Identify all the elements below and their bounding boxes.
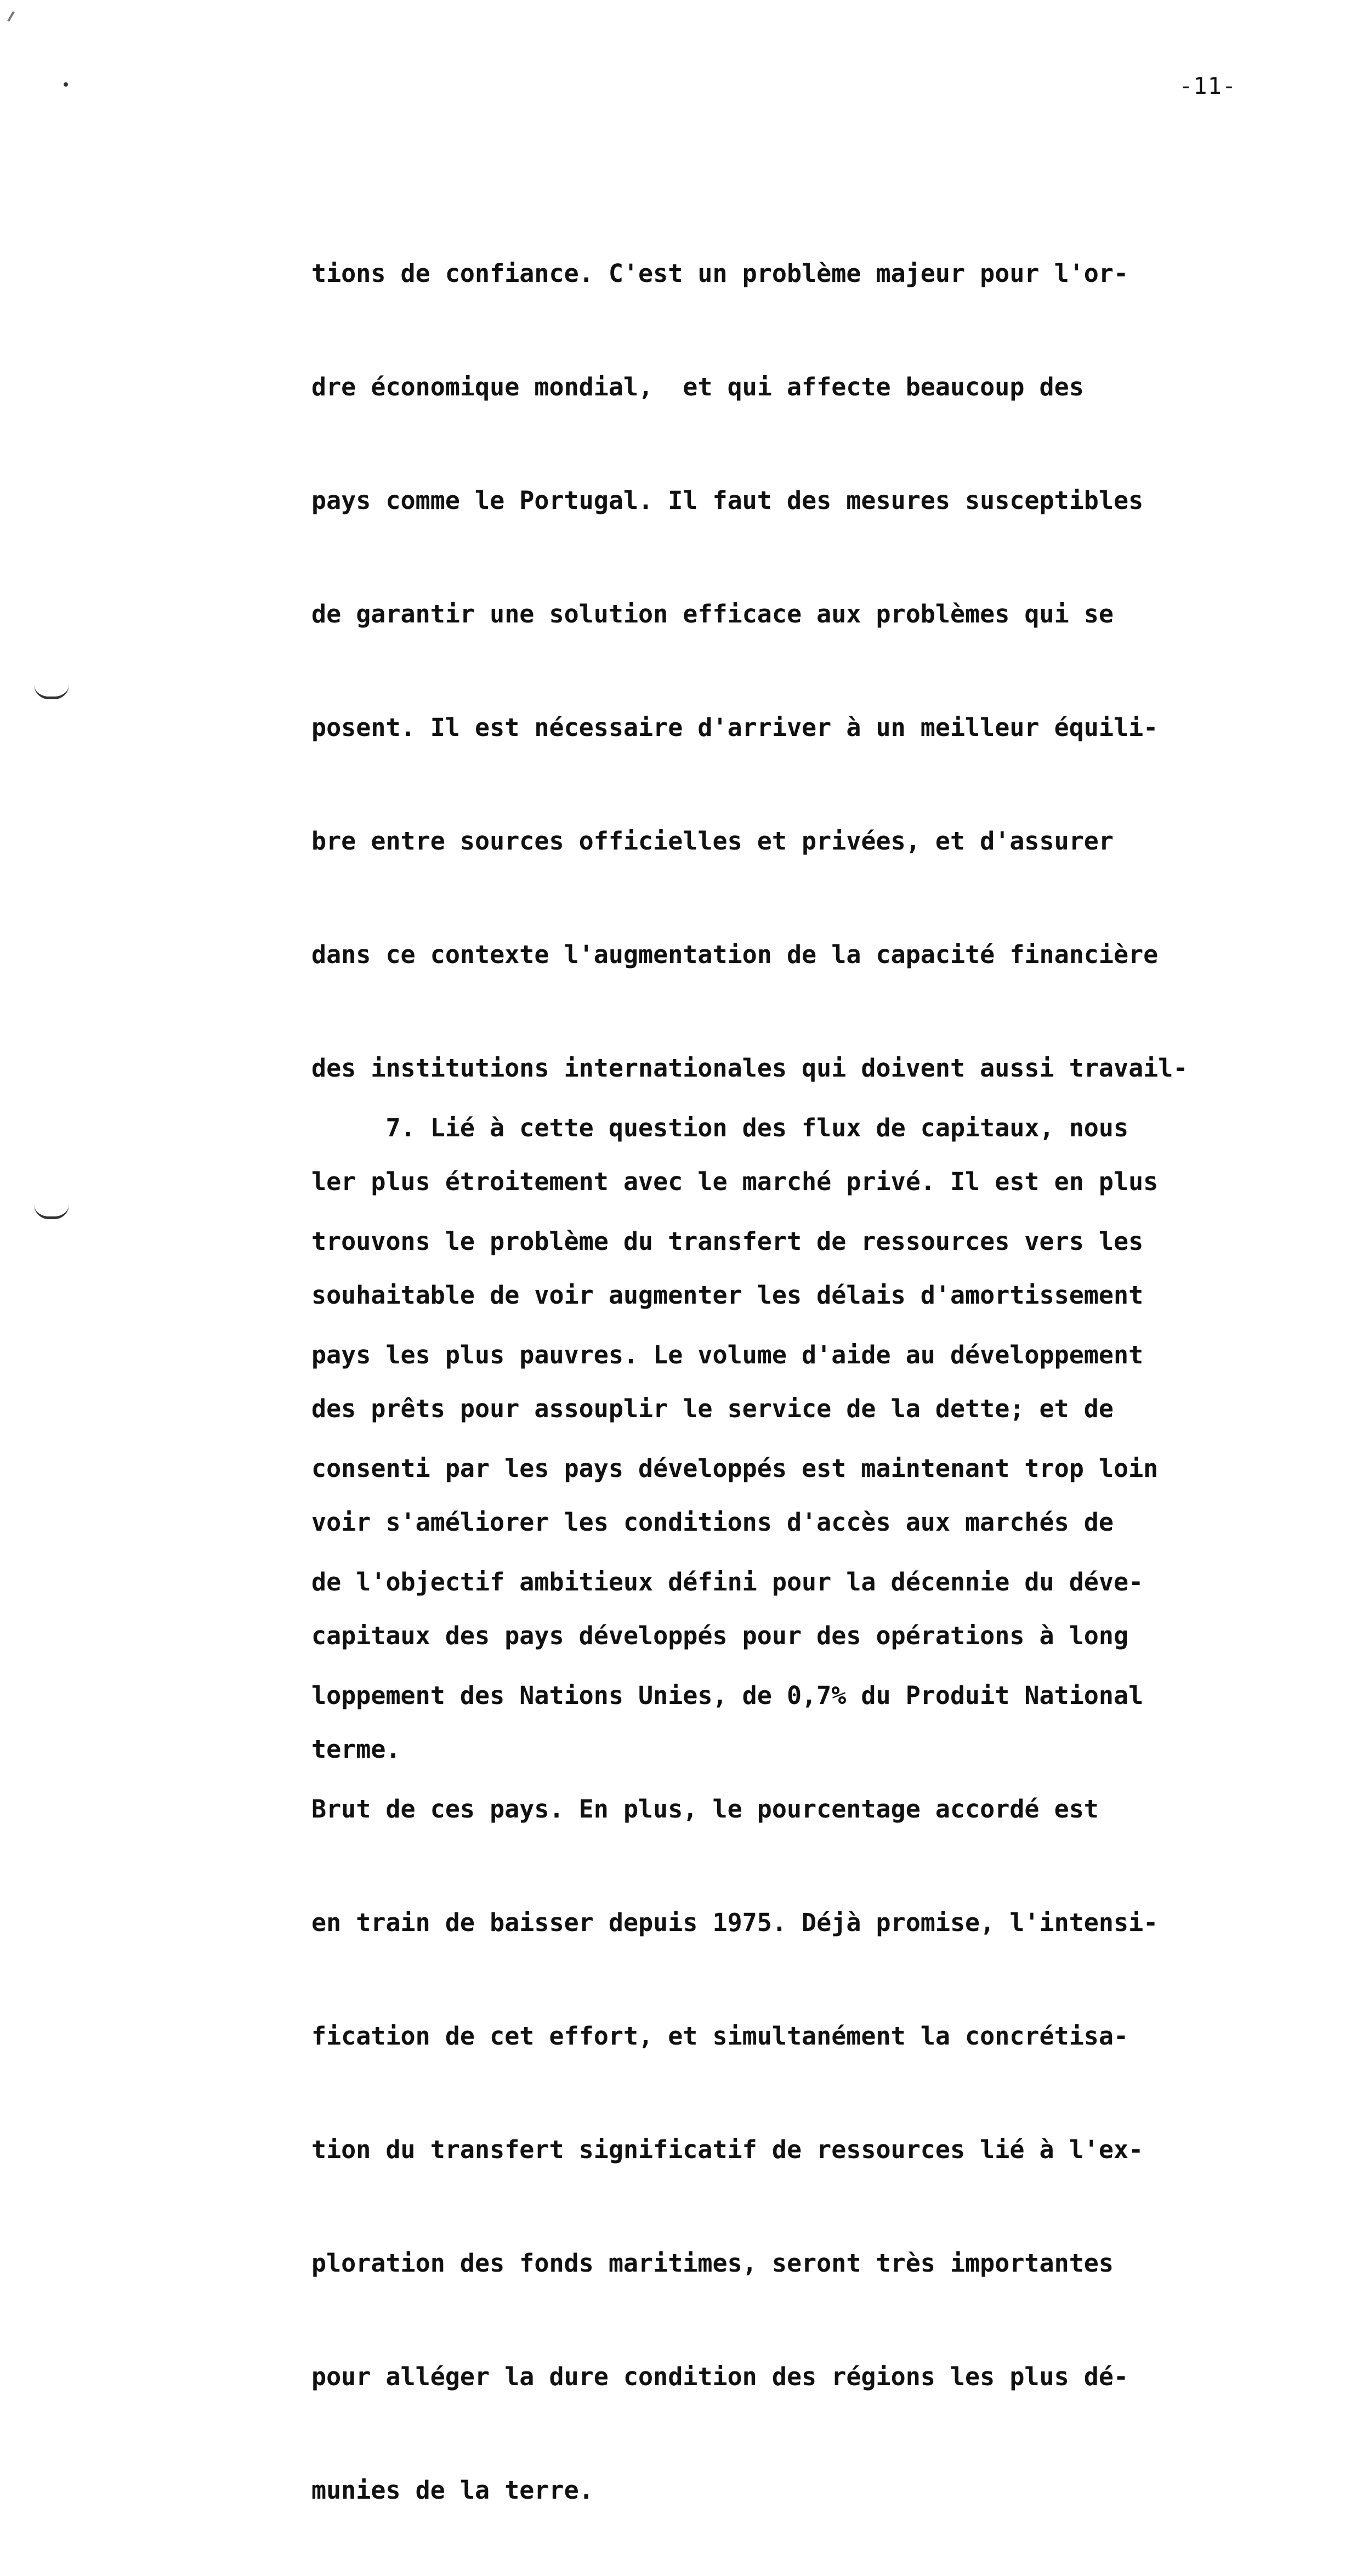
text-line: tion du transfert significatif de ressources lié à l'ex- <box>311 2135 1144 2164</box>
text-line: tions de confiance. C'est un problème majeur pour l'or- <box>311 259 1129 288</box>
text-line: dans ce contexte l'augmentation de la capacité financière <box>311 940 1159 969</box>
page-number: -11- <box>1179 72 1237 99</box>
text-line: posent. Il est nécessaire d'arriver à un meilleur équili- <box>311 713 1159 742</box>
text-line: consenti par les pays développés est maintenant trop loin <box>311 1454 1159 1483</box>
text-line: ploration des fonds maritimes, seront très importantes <box>311 2249 1114 2278</box>
text-line: capitaux des pays développés pour des opérations à long <box>311 1621 1129 1650</box>
text-line: loppement des Nations Unies, de 0,7% du Produit National <box>311 1681 1144 1710</box>
text-line: de garantir une solution efficace aux problèmes qui se <box>311 599 1114 629</box>
scan-artifact-curve <box>34 684 69 699</box>
text-line: pour alléger la dure condition des régions les plus dé- <box>311 2362 1129 2391</box>
text-line: en train de baisser depuis 1975. Déjà promise, l'intensi- <box>311 1908 1159 1937</box>
text-line: dre économique mondial, et qui affecte beaucoup des <box>311 372 1084 401</box>
text-line: Brut de ces pays. En plus, le pourcentage accordé est <box>311 1794 1099 1824</box>
text-line: souhaitable de voir augmenter les délais d'amortissement <box>311 1281 1144 1310</box>
text-line: ler plus étroitement avec le marché privé. Il est en plus <box>311 1167 1159 1196</box>
scan-artifact-curve <box>34 1204 69 1219</box>
scan-artifact-mark <box>7 11 14 21</box>
text-line: des institutions internationales qui doivent aussi travail- <box>311 1054 1188 1083</box>
text-line: 7. Lié à cette question des flux de capitaux, nous <box>311 1113 1129 1142</box>
paragraph-2 <box>311 1042 1158 2576</box>
text-line: de l'objectif ambitieux défini pour la décennie du déve- <box>311 1567 1144 1596</box>
text-line: munies de la terre. <box>311 2476 594 2505</box>
text-line: pays les plus pauvres. Le volume d'aide au développement <box>311 1340 1144 1369</box>
text-line: des prêts pour assouplir le service de la dette; et de <box>311 1394 1114 1423</box>
text-line: pays comme le Portugal. Il faut des mesures susceptibles <box>311 486 1144 515</box>
text-line: trouvons le problème du transfert de ressources vers les <box>311 1227 1144 1256</box>
text-line: terme. <box>311 1735 401 1764</box>
text-line: fication de cet effort, et simultanément la concrétisa- <box>311 2022 1129 2051</box>
text-line: voir s'améliorer les conditions d'accès aux marchés de <box>311 1508 1114 1537</box>
text-line: bre entre sources officielles et privées, et d'assurer <box>311 826 1114 856</box>
scan-artifact-dot <box>64 82 68 87</box>
